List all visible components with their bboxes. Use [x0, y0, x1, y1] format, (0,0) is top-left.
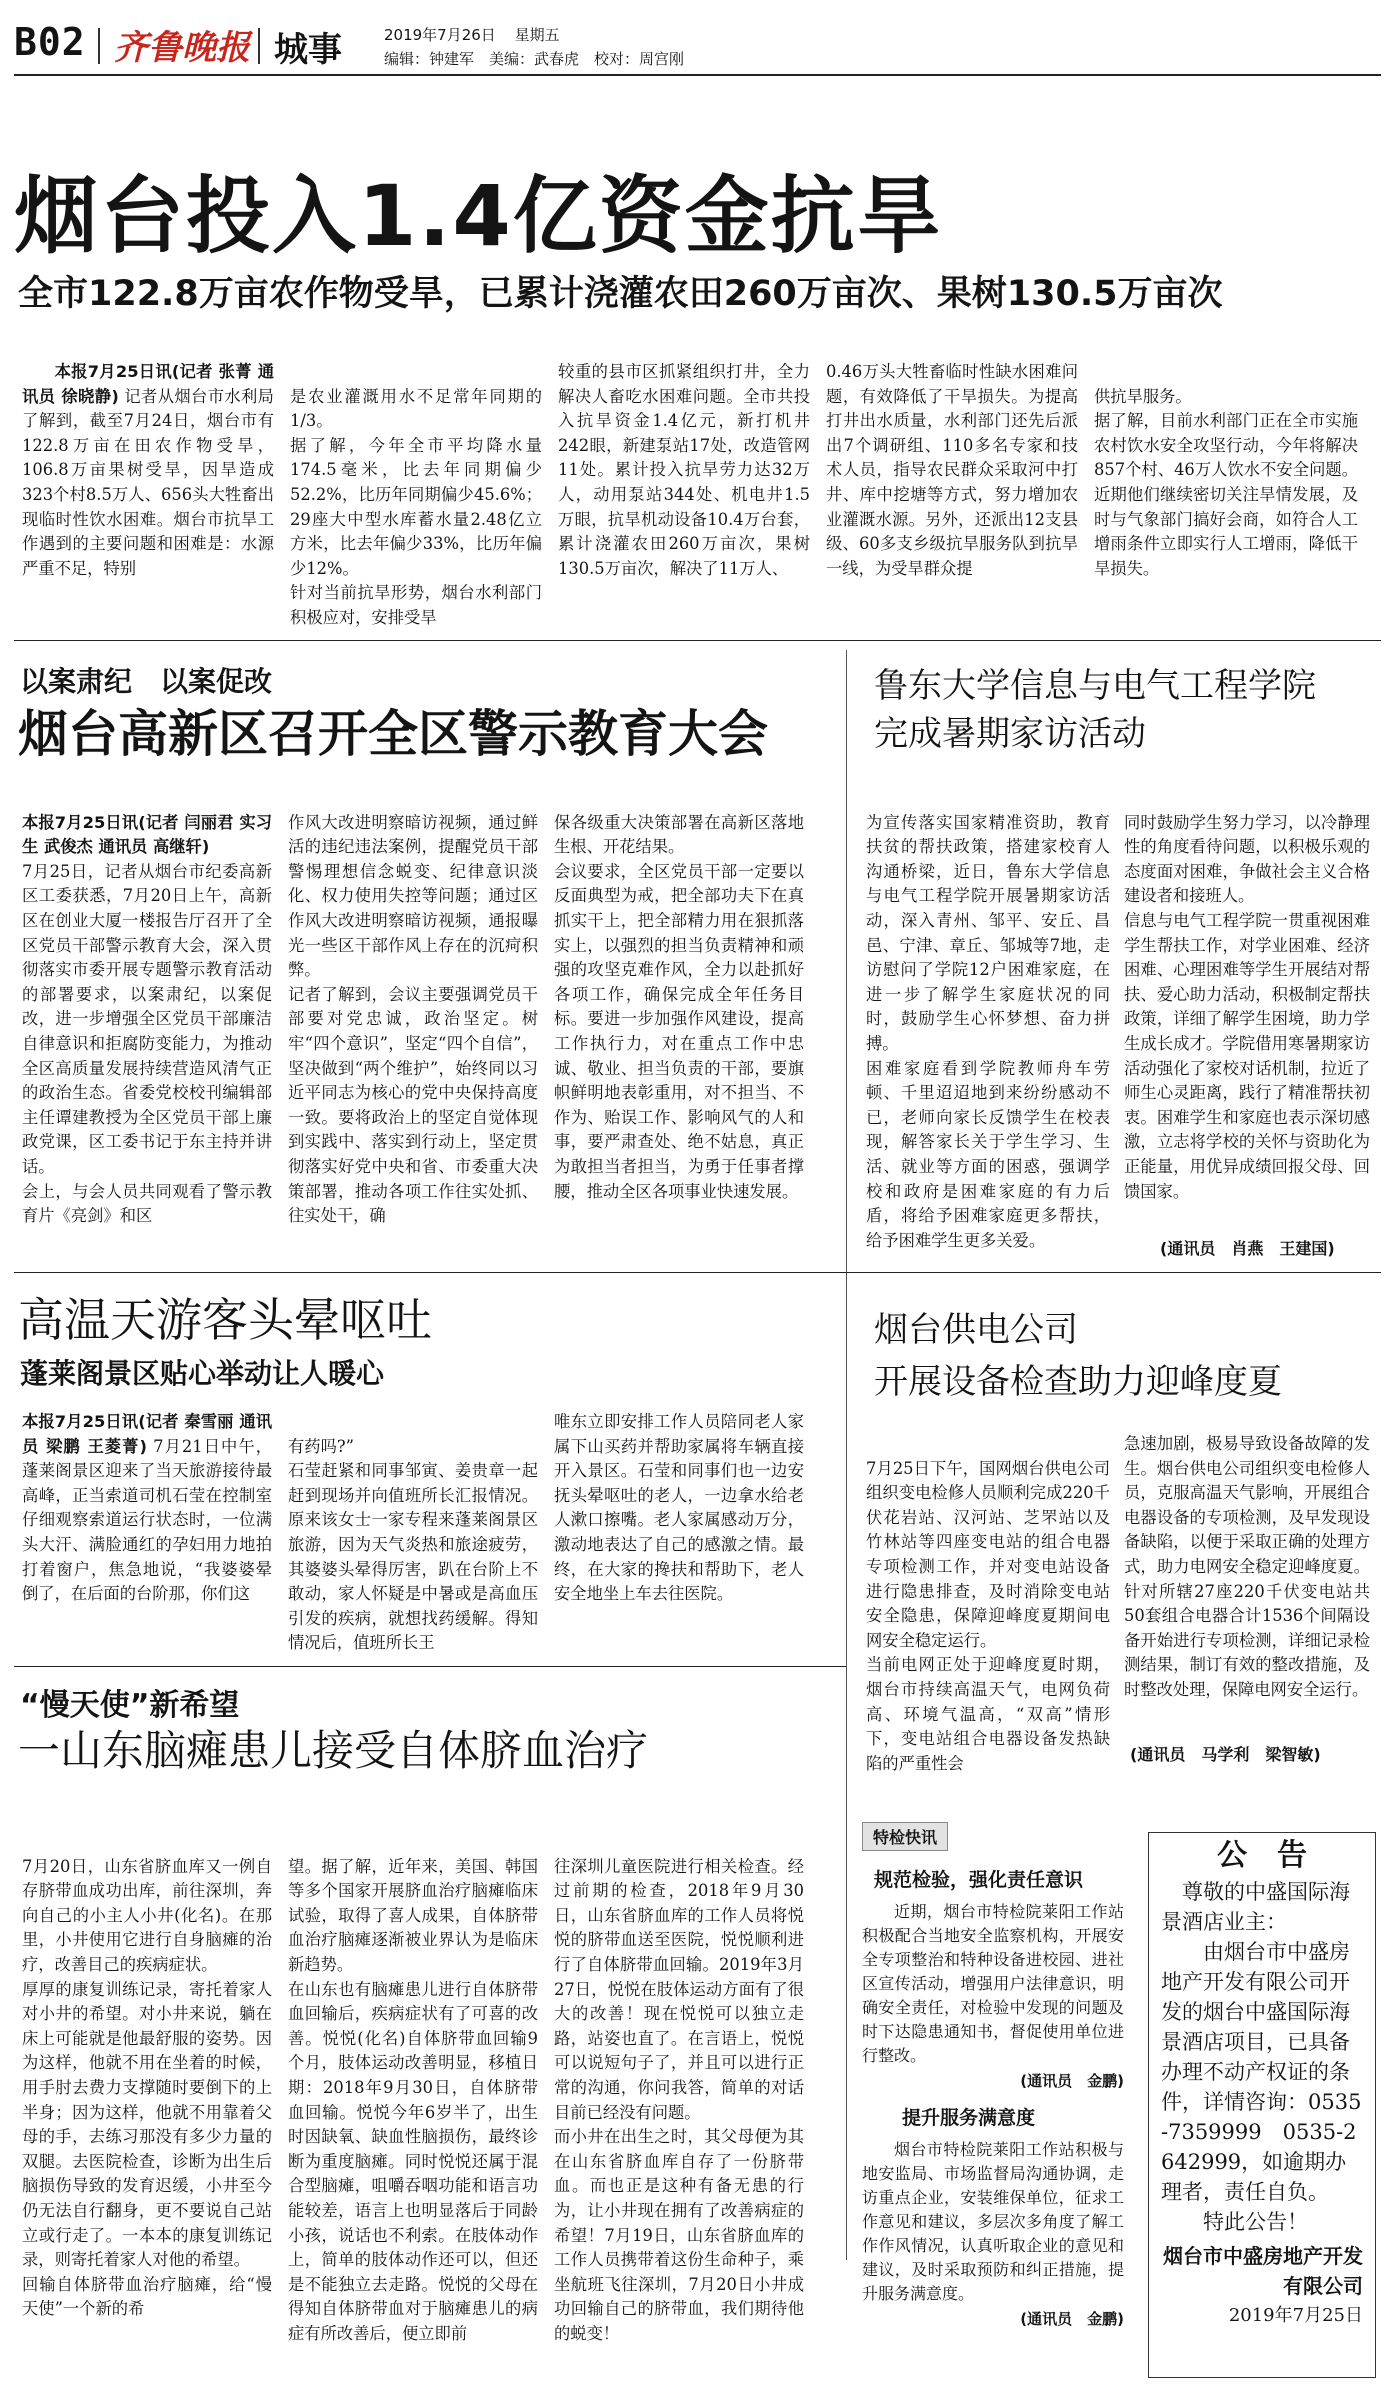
article2-dateline: 本报7月25日讯(记者 闫丽君 实习生 武俊杰 通讯员 高继轩) — [22, 812, 272, 857]
article6-col1 — [22, 1830, 272, 2370]
article4-subheadline: 蓬莱阁景区贴心举动让人暖心 — [20, 1357, 385, 1390]
brief1-text: 近期，烟台市特检院莱阳工作站积极配合当地安全监察机构，开展安全专项整治和特种设备进校园、进社区宣传活动，增强用户法律意识，明确安全责任，对检验中发现的问题及时下达隐患通知书，督促使用单位进行整改。 — [862, 1902, 1124, 2065]
section-divider — [14, 640, 1381, 641]
article3-col1-text: 为宣传落实国家精准资助，教育扶贫的帮扶政策，搭建家校育人沟通桥梁，近日，鲁东大学信息与电气工程学院开展暑期家访活动，深入青州、邹平、安丘、昌邑、宁津、章丘、邹城等7地，走访慰问了学院12户困难家庭，在进一步了解学生家庭状况的同时，鼓励学生心怀梦想、奋力拼搏。 困难家庭看到学院教师舟车劳顿、千里迢迢地到来纷纷感动不已，老师向家长反馈学生在校表现，解答家长关于学生学习、生活、就业等方面的困惑，强调学校和政府是困难家庭的有力后盾，将给予困难家庭更多帮扶，给予困难学生更多关爱。 — [866, 812, 1110, 1250]
article4-dateline: 本报7月25日讯(记者 秦雪丽 通讯员 梁鹏 王菱菁) — [22, 1412, 272, 1456]
staff-line: 编辑：钟建军 美编：武春虎 校对：周宫刚 — [384, 50, 685, 68]
notice-box — [1148, 1832, 1376, 2378]
article4-col3 — [554, 1410, 804, 1640]
masthead-divider — [258, 28, 260, 64]
article6-col3-text: 往深圳儿童医院进行相关检查。经过前期的检查，2018年9月30日，山东省脐血库的工作人员将悦悦的脐带血送至医院，悦悦顺利进行了自体脐带血回输。2019年3月27日，悦悦在肢体运动方面有了很大的改善！现在悦悦可以独立走路，站姿也直了。在言语上，悦悦可以说短句子了，并且可以进行正常的沟通，你问我答，简单的对话目前已经没有问题。 而小井在出生之时，其父母便为其在山东省脐血库自存了一份脐带血。而也正是这种有备无患的行为，让小井现在拥有了改善病症的希望！7月19日，山东省脐血库的工作人员携带着这份生命种子，乘坐航班飞往深圳，7月20日小井成功回输自己的脐带血，我们期待他的蜕变！ — [554, 1856, 804, 2343]
article1-col5 — [1094, 360, 1358, 600]
article3-headline-line1: 鲁东大学信息与电气工程学院 — [874, 666, 1316, 706]
article1-col1-text: 记者从烟台市水利局了解到，截至7月24日，烟台市有122.8万亩在田农作物受旱，106.8万亩果树受旱，因旱造成323个村8.5万人、656头大牲畜出现临时性饮水困难。烟台市抗旱工作遇到的主要问题和困难是：水源严重不足，特别 — [22, 386, 274, 578]
notice-title: 公 告 — [1217, 1838, 1307, 1873]
notice-salutation: 尊敬的中盛国际海景酒店业主： — [1161, 1880, 1350, 1934]
article4-col2-text: 有药吗?” 石莹赶紧和同事邹寅、姜贵章一起赶到现场并向值班所长汇报情况。原来该女士一家专程来蓬莱阁景区旅游，因为天气炎热和旅途疲劳，其婆婆头晕得厉害，趴在台阶上不敢动，家人怀疑是中暑或是高血压引发的疾病，就想找药缓解。得知情况后，值班所长王 — [288, 1436, 538, 1653]
article6-col1-text: 7月20日，山东省脐血库又一例自存脐带血成功出库，前往深圳，奔向自己的小主人小井(化名)。在那里，小井使用它进行自身脑瘫的治疗，改善目己的疾病症状。 厚厚的康复训练记录，寄托着家人对小井的希望。对小井来说，躺在床上可能就是他最舒服的姿势。因为这样，他就不用在坐着的时候，用手肘去费力支撑随时要倒下的上半身；因为这样，他就不用靠着父母的手，去练习那没有多少力量的双腿。去医院检查，诊断为出生后脑损伤导致的发育迟缓，小井至今仍无法自行翻身，更不要说自己站立或行走了。一本本的康复训练记录，则寄托着家人对他的希望。 回输自体脐带血治疗脑瘫，给“慢天使”一个新的希 — [22, 1856, 272, 2319]
article2-col1 — [22, 786, 272, 1246]
page-number: B02 — [14, 20, 86, 64]
section-divider — [14, 1666, 846, 1667]
article2-col3 — [554, 786, 804, 1246]
notice-date: 2019年7月25日 — [1228, 2305, 1363, 2326]
article2-col1-text: 7月25日，记者从烟台市纪委高新区工委获悉，7月20日上午，高新区在创业大厦一楼报告厅召开了全区党员干部警示教育大会，深入贯彻落实市委开展专题警示教育活动的部署要求，以案肃纪，以案促改，进一步增强全区党员干部廉洁自律意识和拒腐防变能力，为推动全区高质量发展持续营造风清气正的政治生态。省委党校校刊编辑部主任谭建教授为全区党员干部上廉政党课，区工委书记于东主持并讲话。 会上，与会人员共同观看了警示教育片《亮剑》和区 — [22, 861, 272, 1226]
briefs-box — [862, 1822, 1124, 2382]
article5-col2 — [1124, 1432, 1370, 1732]
article5-credit: (通讯员 马学利 梁智敏) — [1130, 1745, 1321, 1764]
notice-signer: 烟台市中盛房地产开发有限公司 — [1163, 2244, 1363, 2298]
article1-subheadline: 全市122.8万亩农作物受旱，已累计浇灌农田260万亩次、果树130.5万亩次 — [18, 274, 1223, 314]
brief2-credit: (通讯员 金鹏) — [1020, 2310, 1124, 2328]
article1-col2 — [290, 360, 542, 627]
brief1-title: 规范检验，强化责任意识 — [874, 1869, 1084, 1891]
article1-col2-text: 是农业灌溉用水不足常年同期的1/3。 据了解，今年全市平均降水量174.5毫米，比去年同期偏少52.2%，比历年同期偏少45.6%；29座大中型水库蓄水量2.48亿立方米，比去年偏少33%，比历年偏少12%。 针对当前抗旱形势，烟台水利部门积极应对，安排受旱 — [290, 386, 542, 627]
article1-col4 — [826, 360, 1078, 600]
article4-col1 — [22, 1410, 272, 1640]
article3-credit: (通讯员 肖燕 王建国) — [1160, 1239, 1335, 1258]
article6-col3 — [554, 1830, 804, 2370]
article3-headline-line2: 完成暑期家访活动 — [874, 714, 1146, 754]
section-divider — [14, 1272, 1381, 1273]
article1-col1 — [22, 360, 274, 600]
article2-col2 — [288, 786, 538, 1246]
article3-col1 — [866, 786, 1110, 1256]
article6-headline: 一山东脑瘫患儿接受自体脐血治疗 — [18, 1726, 649, 1775]
paper-logo: 齐鲁晚报 — [114, 28, 250, 68]
date-text: 2019年7月26日 — [384, 26, 496, 44]
article5-col1 — [866, 1432, 1110, 1773]
brief1-credit: (通讯员 金鹏) — [1020, 2072, 1124, 2090]
briefs-tag: 特检快讯 — [862, 1822, 948, 1851]
notice-closing: 特此公告！ — [1203, 2210, 1308, 2234]
article5-col1-text: 7月25日下午，国网烟台供电公司组织变电检修人员顺利完成220千伏花岩站、汉河站、芝罘站以及竹林站等四座变电站的组合电器专项检测工作，并对变电站设备进行隐患排查，及时消除变电站安全隐患，保障迎峰度夏期间电网安全稳定运行。 当前电网正处于迎峰度夏时期，烟台市持续高温天气，电网负荷高、环境气温高，“双高”情形下，变电站组合电器设备发热缺陷的严重性会 — [866, 1458, 1110, 1773]
weekday-text: 星期五 — [514, 26, 560, 44]
article5-col2-text: 急速加剧，极易导致设备故障的发生。烟台供电公司组织变电检修人员，克服高温天气影响，开展组合电器设备的专项检测，及早发现设备缺陷，以便于采取正确的处理方式，助力电网安全稳定迎峰度夏。针对所辖27座220千伏变电站共50套组合电器合计1536个间隔设备开始进行专项检测，详细记录检测结果，制订有效的整改措施，及时整改处理，保障电网安全运行。 — [1124, 1434, 1370, 1699]
article3-col2 — [1124, 786, 1370, 1256]
article6-kicker: “慢天使”新希望 — [20, 1688, 240, 1723]
brief2-title: 提升服务满意度 — [902, 2107, 1036, 2129]
article1-headline: 烟台投入1.4亿资金抗旱 — [14, 167, 943, 265]
brief1-body — [862, 1900, 1124, 2068]
masthead-rule — [14, 74, 1381, 76]
article2-headline: 烟台高新区召开全区警示教育大会 — [18, 705, 768, 763]
notice-body: 由烟台市中盛房地产开发有限公司开发的烟台中盛国际海景酒店项目，已具备办理不动产权证的条件，详情咨询：0535-7359999 0535-2642999，如逾期办理者，责任自负。 — [1161, 1940, 1362, 2204]
article1-col4-text: 0.46万头大牲畜临时性缺水困难问题，有效降低了干旱损失。为提高打井出水质量，水利部门还先后派出7个调研组、110多名专家和技术人员，指导农民群众采取河中打井、库中挖塘等方式，努力增加农业灌溉水源。另外，还派出12支县级、60多支乡级抗旱服务队到抗旱一线，为受旱群众提 — [826, 362, 1078, 578]
article1-col3-text: 较重的县市区抓紧组织打井，全力解决人畜吃水困难问题。全市共投入抗旱资金1.4亿元，新打机井242眼，新建泵站17处，改造管网11处。累计投入抗旱劳力达32万人，动用泵站344处、机电井1.5万眼，抗旱机动设备10.4万台套，累计浇灌农田260万亩次，果树130.5万亩次，解决了11万人、 — [558, 362, 810, 578]
article6-col2 — [288, 1830, 538, 2370]
masthead-divider — [98, 28, 100, 64]
article4-col2 — [288, 1410, 538, 1653]
article1-col3 — [558, 360, 810, 600]
article2-col3-text: 保各级重大决策部署在高新区落地生根、开花结果。 会议要求，全区党员干部一定要以反面典型为戒，把全部功夫下在真抓实干上，把全部精力用在狠抓落实上，以强烈的担当负责精神和顽强的攻坚克难作风，全力以赴抓好各项工作，确保完成全年任务目标。要进一步加强作风建设，提高工作执行力，对在重点工作中忠诚、敬业、担当负责的干部，要旗帜鲜明地表彰重用，对不担当、不作为、贻误工作、影响风气的人和事，要严肃查处、绝不姑息，真正为敢担当者担当，为勇于任事者撑腰，推动全区各项事业快速发展。 — [554, 812, 804, 1201]
article5-headline-line1: 烟台供电公司 — [874, 1310, 1078, 1350]
issue-date — [384, 24, 560, 45]
article6-col2-text: 望。据了解，近年来，美国、韩国等多个国家开展脐血治疗脑瘫临床试验，取得了喜人成果，自体脐带血治疗脑瘫逐渐被业界认为是临床新趋势。 在山东也有脑瘫患儿进行自体脐带血回输后，疾病症状有了可喜的改善。悦悦(化名)自体脐带血回输9个月，肢体运动改善明显，移植日期：2018年9月30日，自体脐带血回输。悦悦今年6岁半了，出生时因缺氧、缺血性脑损伤，最终诊断为重度脑瘫。同时悦悦还属于混合型脑瘫，咀嚼吞咽功能和语言功能较差，语言上也明显落后于同龄小孩，说话也不利索。在肢体动作上，简单的肢体动作还可以，但还是不能独立去走路。悦悦的父母在得知自体脐带血对于脑瘫患儿的病症有所改善后，便立即前 — [288, 1856, 538, 2343]
section-name: 城事 — [274, 30, 342, 70]
article5-headline-line2: 开展设备检查助力迎峰度夏 — [874, 1362, 1282, 1402]
brief2-body — [862, 2138, 1124, 2306]
article1-col5-text: 供抗旱服务。 据了解，目前水利部门正在全市实施农村饮水安全攻坚行动，今年将解决857个村、46万人饮水不安全问题。近期他们继续密切关注旱情发展，及时与气象部门搞好会商，如符合人工增雨条件立即实行人工增雨，降低干旱损失。 — [1094, 386, 1358, 578]
column-divider — [846, 650, 847, 2260]
article1-dateline: 本报7月25日讯(记者 张菁 通讯员 徐晓静) — [22, 362, 274, 406]
article4-col1-text: 7月21日中午，蓬莱阁景区迎来了当天旅游接待最高峰，正当索道司机石莹在控制室仔细观察索道运行状态时，一位满头大汗、满脸通红的孕妇用力地拍打着窗户，焦急地说，“我婆婆晕倒了，在后面的台阶那，你们这 — [22, 1436, 272, 1604]
brief2-text: 烟台市特检院莱阳工作站积极与地安监局、市场监督局沟通协调，走访重点企业，安装维保单位，征求工作意见和建议，多层次多角度了解工作作风情况，认真听取企业的意见和建议，及时采取预防和纠正措施，提升服务满意度。 — [862, 2140, 1124, 2303]
article4-headline: 高温天游客头晕呕吐 — [18, 1293, 432, 1347]
article2-col2-text: 作风大改进明察暗访视频，通过鲜活的违纪违法案例，提醒党员干部警惕理想信念蜕变、纪律意识淡化、权力使用失控等问题；通过区作风大改进明察暗访视频，通报曝光一些区干部作风上存在的沉疴积弊。 记者了解到，会议主要强调党员干部要对党忠诚，政治坚定。树牢“四个意识”，坚定“四个自信”，坚决做到“两个维护”，始终同以习近平同志为核心的党中央保持高度一致。要将政治上的坚定自觉体现到实践中、落实到行动上，坚定贯彻落实好党中央和省、市委重大决策部署，推动各项工作往实处抓、往实处干，确 — [288, 812, 538, 1226]
article2-kicker: 以案肃纪 以案促改 — [20, 665, 273, 698]
article4-col3-text: 唯东立即安排工作人员陪同老人家属下山买药并帮助家属将车辆直接开入景区。石莹和同事们也一边安抚头晕呕吐的老人，一边拿水给老人漱口擦嘴。老人家属感动万分，激动地表达了自己的感激之情。最终，在大家的搀扶和帮助下，老人安全地坐上车去往医院。 — [554, 1412, 804, 1604]
article3-col2-text: 同时鼓励学生努力学习，以冷静理性的角度看待问题，以积极乐观的态度面对困难，争做社会主义合格建设者和接班人。 信息与电气工程学院一贯重视困难学生帮扶工作，对学业困难、经济困难、心理困难等学生开展结对帮扶、爱心助力活动，积极制定帮扶政策，详细了解学生困境，助力学生成长成才。学院借用寒暑期家访活动强化了家校对话机制，拉近了师生心灵距离，践行了精准帮扶初衷。困难学生和家庭也表示深切感激，立志将学校的关怀与资助化为正能量，用优异成绩回报父母、回馈国家。 — [1124, 812, 1370, 1201]
